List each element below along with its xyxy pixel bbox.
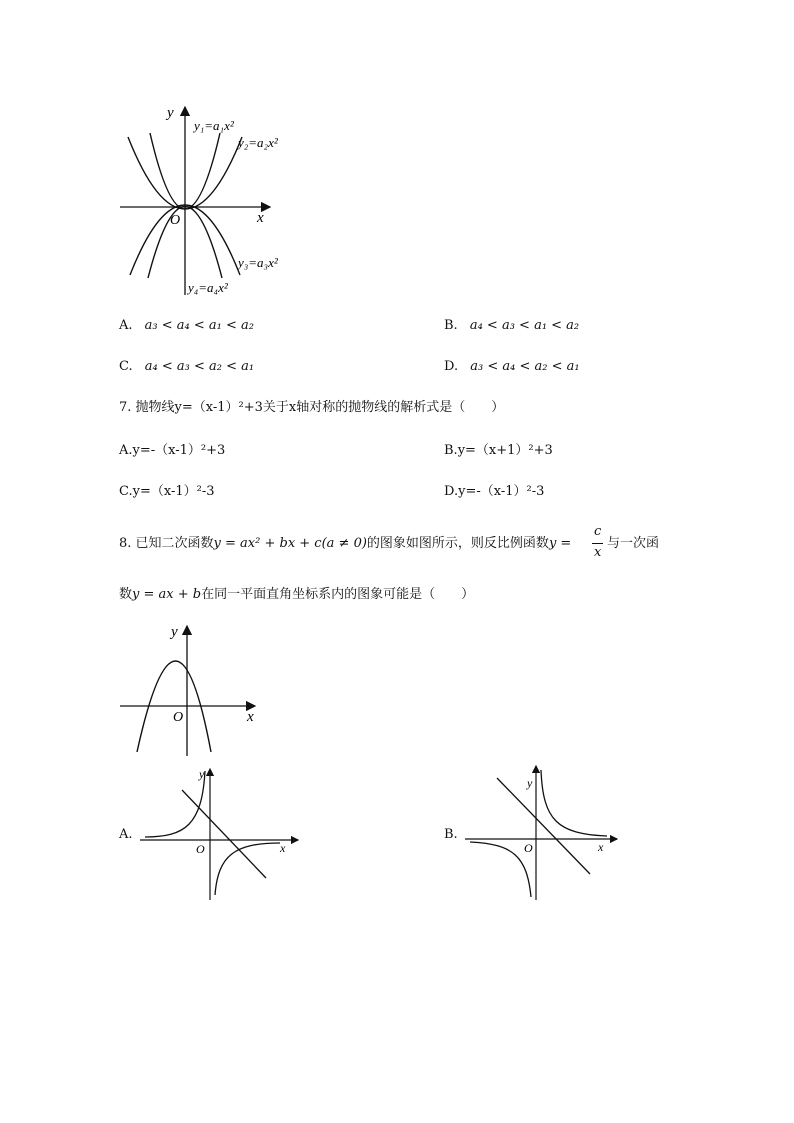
curve1-label: y₁=a₁x² [194,118,234,133]
option-letter: A. [119,318,133,333]
y-axis-label: y [167,105,174,121]
y-axis-label: y [527,776,533,790]
q8-stem-line2 [119,587,474,603]
q8-post: 与一次函 [607,536,660,551]
curve2-label: y₂=a₂x² [238,135,278,150]
q7-option-c[interactable] [119,484,215,500]
q8-option-a-letter[interactable]: A. [119,827,133,842]
q8-post2: 在同一平面直角坐标系内的图象可能是（ ） [201,587,475,602]
q8-cond: (a ≠ 0) [321,536,367,551]
option-math: a₄ < a₃ < a₁ < a₂ [469,318,580,333]
option-letter: B. [444,318,458,333]
option-text: y=（x-1）²-3 [132,484,215,499]
option-text: y=-（x-1）²-3 [458,484,545,499]
curve3-label: y₃=a₃x² [238,255,278,270]
x-axis-label: x [257,210,264,226]
curve4-label: y₄=a₄x² [188,280,228,295]
hyperbola-branch-upper-right [541,770,607,836]
q6-option-c[interactable] [119,359,254,375]
option-text: y=（x+1）²+3 [457,443,553,458]
x-axis-label: x [280,841,286,855]
q7-option-d[interactable] [444,484,544,500]
q6-option-b[interactable] [444,318,579,334]
option-letter: C. [119,359,133,374]
q8-option-a-graph[interactable] [140,765,305,905]
q8-mid: 的图象如图所示，则反比例函数 [366,536,549,551]
y-axis-label: y [199,767,205,781]
option-letter: D. [444,484,459,499]
q7-option-a[interactable] [119,443,225,459]
q8-option-b-letter[interactable]: B. [444,827,458,842]
origin-label: O [170,213,181,228]
q7-stem: 7. 抛物线y=（x-1）²+3关于x轴对称的抛物线的解析式是（ ） [119,400,505,415]
option-letter: A. [119,443,133,458]
q6-option-d[interactable] [444,359,580,375]
option-text: y=-（x-1）²+3 [132,443,226,458]
origin-label: O [196,842,205,856]
q8-pre: 8. 已知二次函数 [119,536,214,551]
option-math: a₃ < a₄ < a₂ < a₁ [470,359,580,374]
option-math: a₄ < a₃ < a₂ < a₁ [144,359,255,374]
x-axis-label: x [598,840,604,854]
x-axis-label: x [247,709,254,725]
q8-option-b-graph[interactable] [465,762,625,904]
quadratic-figure [115,620,265,760]
q8-formula: y = ax² + bx + c [213,536,322,551]
option-letter: B. [444,443,458,458]
parabolas-figure [110,95,310,305]
q8-frac-y: y = [548,536,572,551]
q8-formula2: y = ax + b [132,587,202,602]
origin-label: O [173,710,184,725]
q8-pre2: 数 [119,587,133,602]
hyperbola-branch-lower-left [470,842,531,897]
q7-option-b[interactable] [444,443,553,459]
q8-frac-num: c [594,524,602,539]
hyperbola-branch-lower-right [215,843,280,895]
y-axis-label: y [171,624,178,640]
linear-line [182,790,266,878]
option-letter: D. [444,359,459,374]
origin-label: O [524,841,533,855]
fraction-bar [592,543,603,544]
q6-option-a[interactable] [119,318,254,334]
q8-stem-line1 [119,536,571,552]
option-math: a₃ < a₄ < a₁ < a₂ [144,318,254,333]
q8-frac-den: x [594,545,602,560]
option-letter: C. [119,484,133,499]
